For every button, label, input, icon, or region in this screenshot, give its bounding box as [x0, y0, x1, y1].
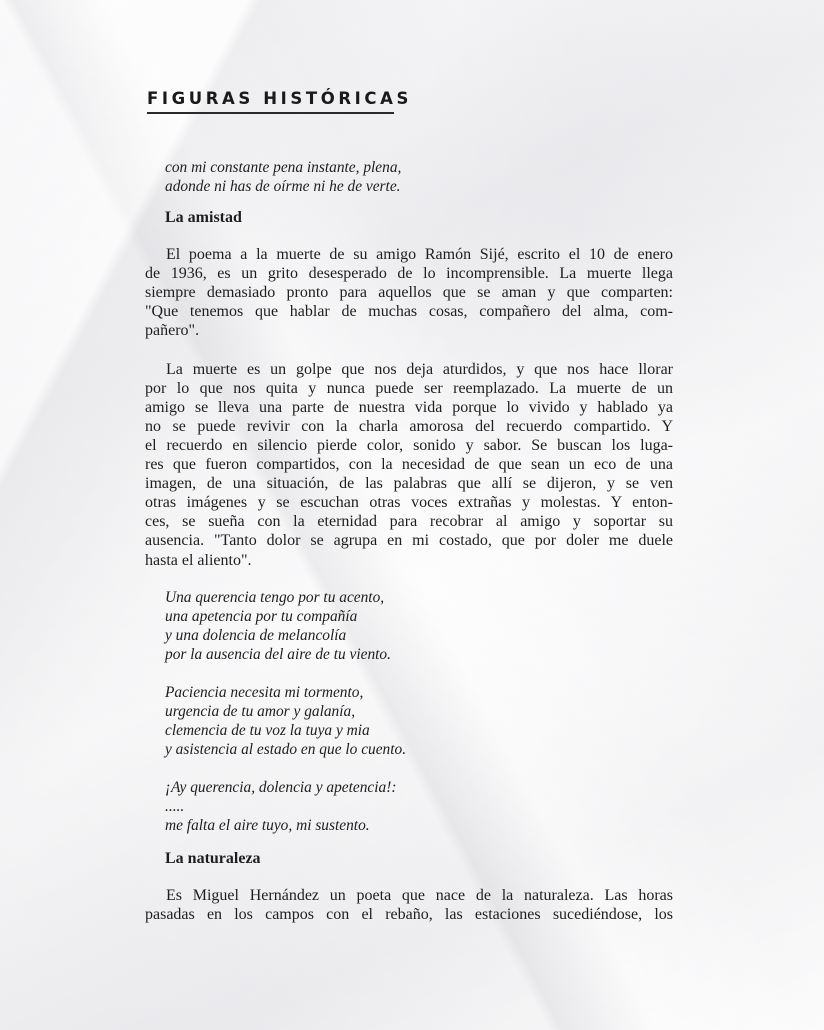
running-header — [147, 89, 412, 114]
paragraph-naturaleza-1 — [145, 886, 673, 924]
text-line: imagen, de una situación, de las palabras que allí se dijeron, y se ven — [145, 475, 673, 493]
text-line: Es Miguel Hernández un poeta que nace de la naturaleza. Las horas — [166, 886, 673, 904]
text-line: otras imágenes y se escuchan otras voces extrañas y molestas. Y enton- — [145, 494, 673, 512]
verse-stanza-3 — [145, 778, 673, 835]
verse-line: y una dolencia de melancolía — [165, 626, 347, 644]
text-line: res que fueron compartidos, con la necesidad de que sean un eco de una — [145, 456, 673, 474]
verse-line: por la ausencia del aire de tu viento. — [165, 645, 391, 663]
text-line: ces, se sueña con la eternidad para recobrar al amigo y soportar su — [145, 513, 673, 531]
text-line: el recuerdo en silencio pierde color, sonido y sabor. Se buscan los luga- — [145, 436, 673, 454]
text-line: de 1936, es un grito desesperado de lo incomprensible. La muerte llega — [145, 265, 673, 283]
text-line: ausencia. "Tanto dolor se agrupa en mi costado, que por doler me duele — [145, 532, 673, 550]
paragraph-amistad-2 — [145, 360, 673, 570]
verse-line: una apetencia por tu compañía — [165, 607, 358, 625]
verse-opening — [145, 158, 673, 196]
verse-line: adonde ni has de oírme ni he de verte. — [165, 178, 401, 195]
text-line: El poema a la muerte de su amigo Ramón Sijé, escrito el 10 de enero — [166, 246, 673, 264]
heading-la-amistad: La amistad — [165, 209, 242, 226]
verse-line: con mi constante pena instante, plena, — [165, 159, 402, 176]
text-line: pañero". — [145, 322, 200, 340]
verse-line: Una querencia tengo por tu acento, — [165, 588, 385, 606]
section-title: FIGURAS HISTÓRICAS — [147, 89, 412, 108]
verse-line: me falta el aire tuyo, mi sustento. — [165, 816, 370, 834]
text-line: siempre demasiado pronto para aquellos que se aman y que comparten: — [145, 284, 673, 302]
verse-stanza-1 — [145, 588, 673, 664]
text-line: pasadas en los campos con el rebaño, las estaciones sucediéndose, los — [145, 905, 673, 923]
verse-line: y asistencia al estado en que lo cuento. — [165, 740, 407, 758]
paragraph-amistad-1 — [145, 245, 673, 340]
verse-line: ¡Ay querencia, dolencia y apetencia!: — [165, 778, 397, 796]
text-line: por lo que nos quita y nunca puede ser reemplazado. La muerte de un — [145, 379, 673, 397]
text-line: amigo se lleva una parte de nuestra vida porque lo vivido y hablado ya — [145, 398, 673, 416]
text-line: hasta el aliento". — [145, 551, 252, 569]
text-line: no se puede revivir con la charla amorosa del recuerdo compartido. Y — [145, 417, 673, 435]
verse-line: Paciencia necesita mi tormento, — [165, 683, 364, 701]
header-underline — [147, 112, 394, 114]
text-line: "Que tenemos que hablar de muchas cosas, compañero del alma, com- — [145, 303, 673, 321]
verse-stanza-2 — [145, 683, 673, 759]
heading-la-naturaleza: La naturaleza — [165, 849, 261, 867]
verse-line: urgencia de tu amor y galanía, — [165, 702, 356, 720]
page-body — [145, 155, 673, 924]
text-line: La muerte es un golpe que nos deja aturdidos, y que nos hace llorar — [166, 360, 673, 378]
verse-line: clemencia de tu voz la tuya y mia — [165, 721, 370, 739]
verse-ellipsis: ..... — [165, 797, 185, 815]
